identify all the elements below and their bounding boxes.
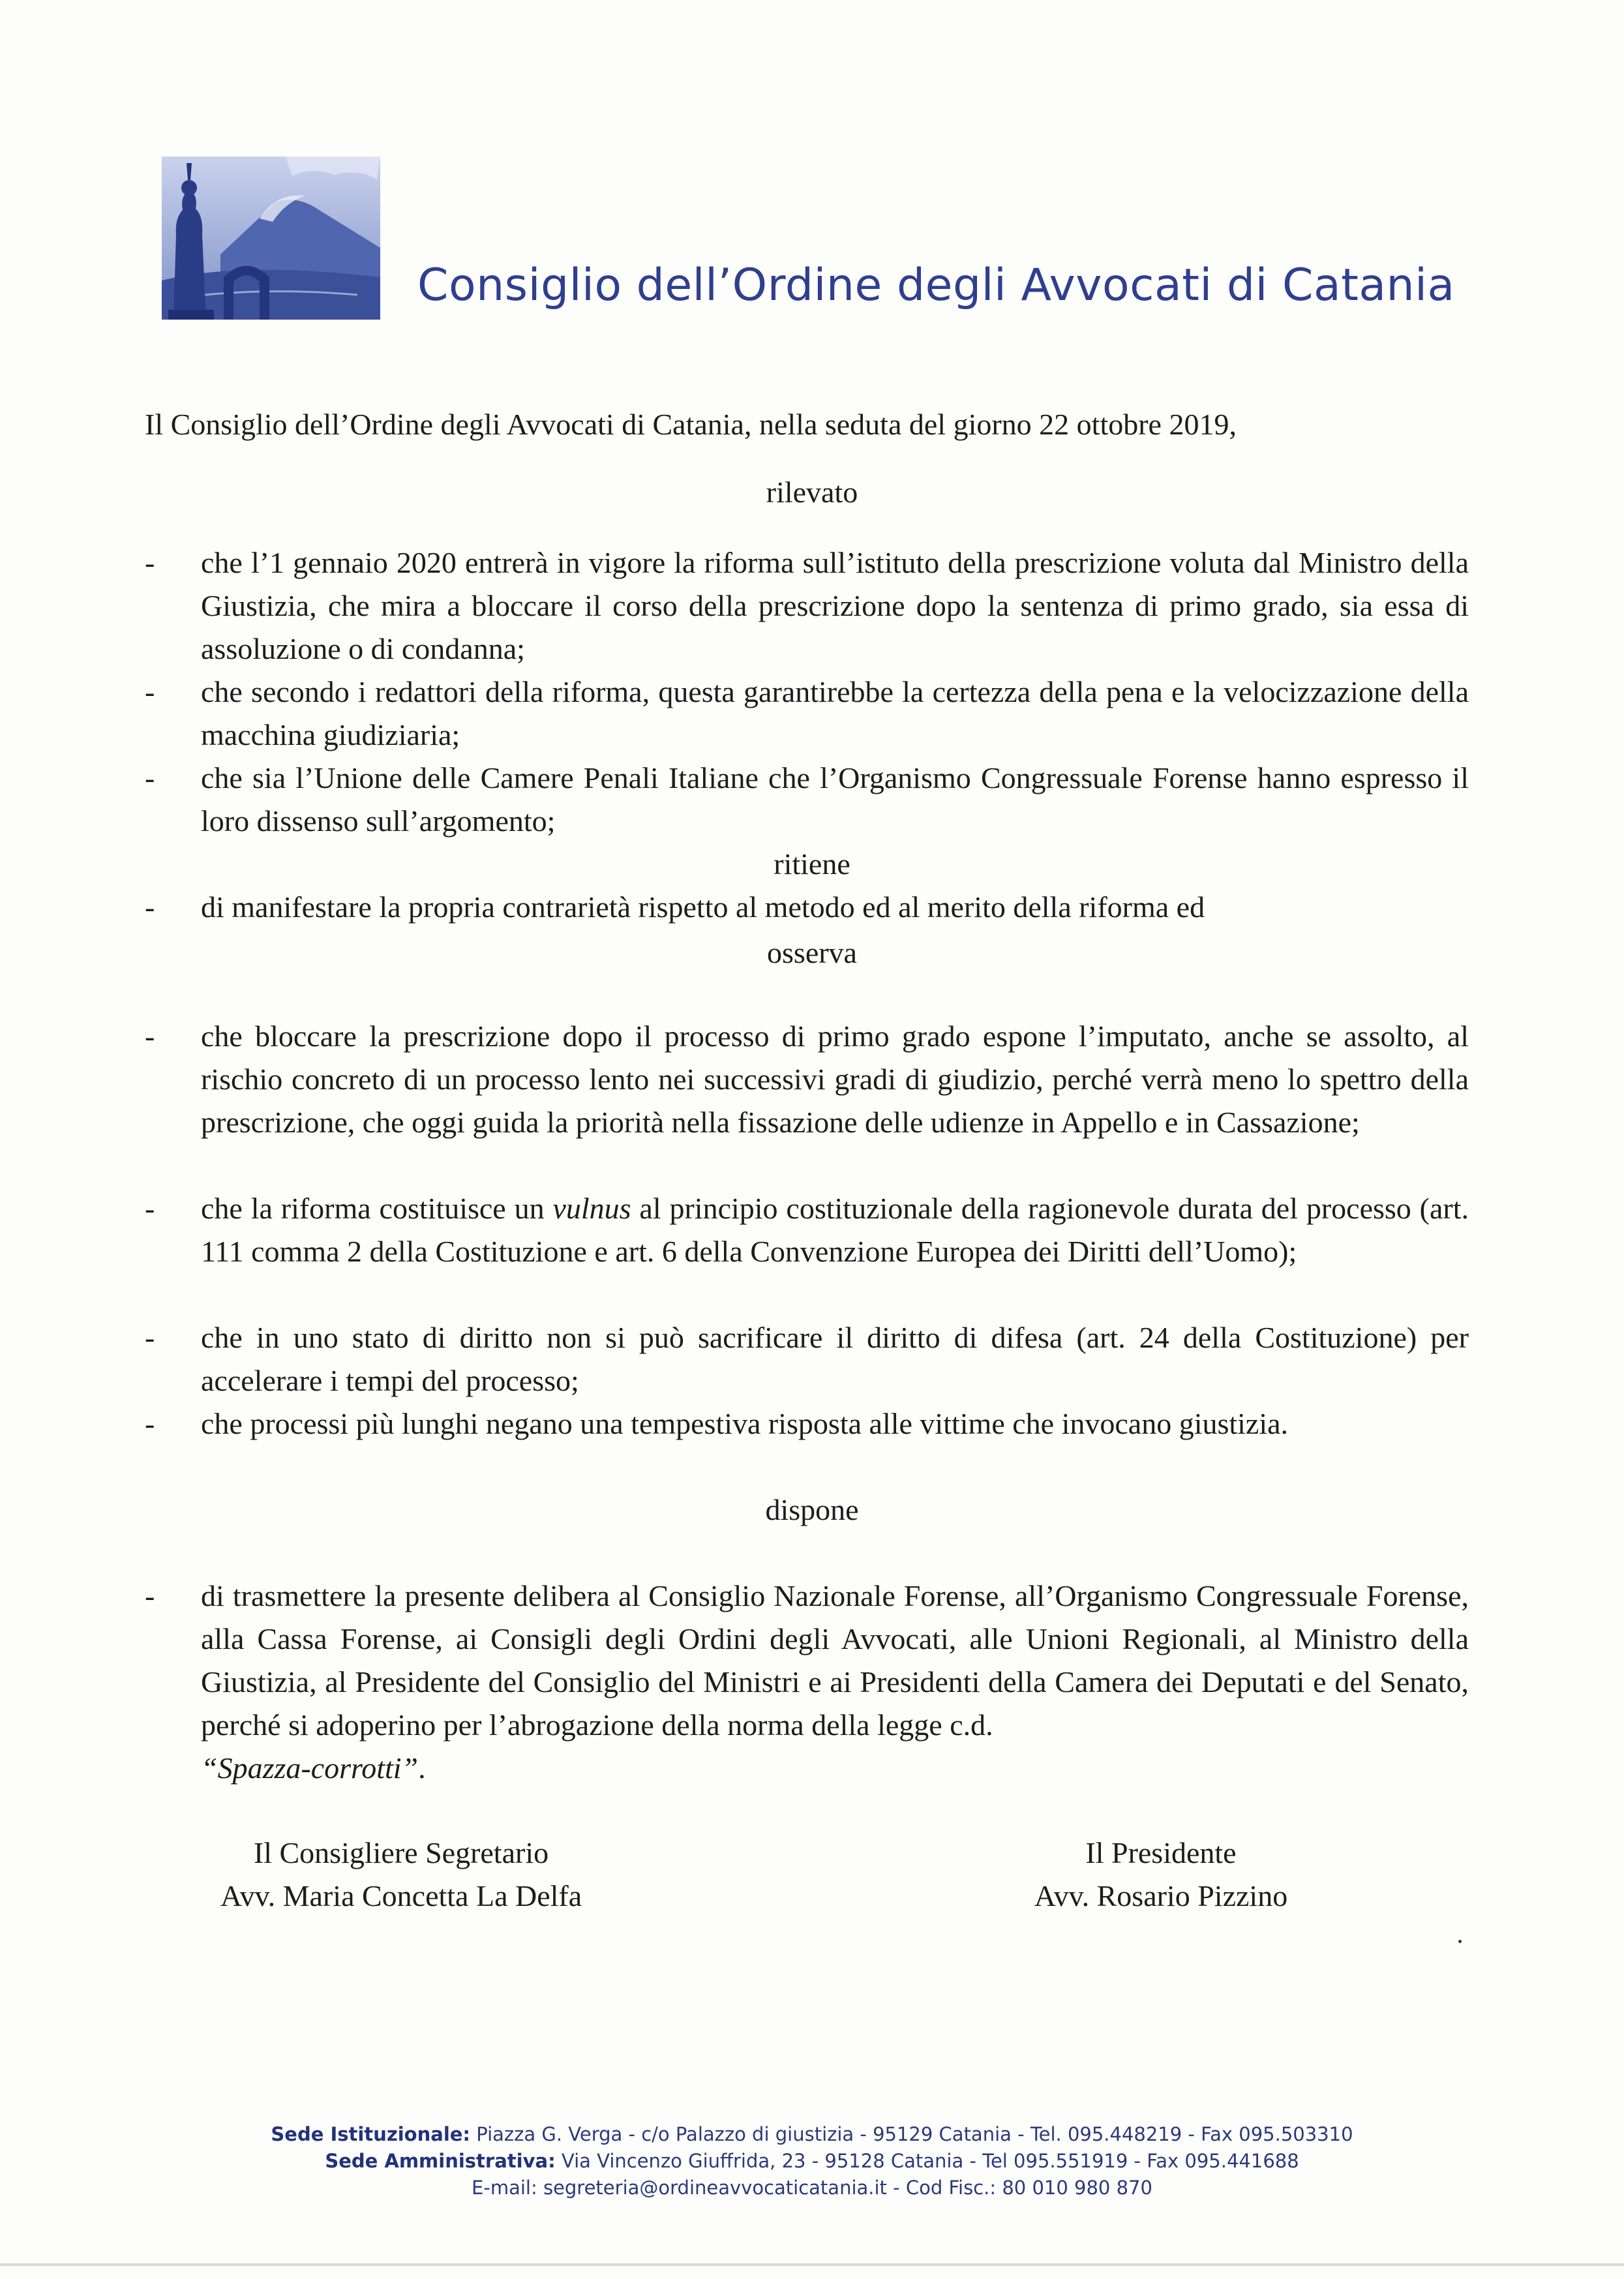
- list-item-text-end: .: [418, 1751, 426, 1785]
- list-item: [145, 886, 1469, 929]
- signature-president: [959, 1832, 1363, 1918]
- footer-label-administrative: Sede Amministrativa:: [325, 2150, 556, 2172]
- list-item-text: [201, 1187, 1469, 1273]
- list-item-text: che l’1 gennaio 2020 entrerà in vigore la riforma sull’istituto della prescrizione voluta dal Ministro della Giustizia, che mira a bloccare il corso della prescrizione dopo la sentenza di primo grado, sia essa di assoluzione o di condanna;: [201, 546, 1469, 665]
- list-item-text: che processi più lunghi negano una tempestiva risposta alle vittime che invocano giustizia.: [201, 1407, 1289, 1440]
- list-item-text: che secondo i redattori della riforma, questa garantirebbe la certezza della pena e la velocizzazione della macchina giudiziaria;: [201, 675, 1469, 751]
- list-item: [145, 671, 1469, 757]
- list-dash: -: [145, 546, 155, 579]
- footer-line-institutional: [0, 2121, 1624, 2148]
- stray-mark: [1458, 1940, 1462, 1943]
- list-item: [145, 1187, 1469, 1273]
- list-dash: -: [145, 675, 155, 708]
- list-item-text: che bloccare la prescrizione dopo il processo di primo grado espone l’imputato, anche se assolto, al rischio concreto di un processo lento nei successivi gradi di giudizio, perché verrà meno lo spettro della prescrizione, che oggi guida la priorità nella fissazione delle udienze in Appello e in Cassazione;: [201, 1019, 1469, 1139]
- list-item-text: che in uno stato di diritto non si può sacrificare il diritto di difesa (art. 24 della Costituzione) per accelerare i tempi del processo;: [201, 1321, 1469, 1397]
- footer-line-contact: E-mail: segreteria@ordineavvocaticatania.it - Cod Fisc.: 80 010 980 870: [472, 2177, 1152, 2199]
- footer-text-administrative: Via Vincenzo Giuffrida, 23 - 95128 Catania - Tel 095.551919 - Fax 095.441688: [555, 2150, 1299, 2172]
- heading-osserva: osserva: [767, 936, 857, 969]
- list-item-text: che sia l’Unione delle Camere Penali Italiane che l’Organismo Congressuale Forense hanno espresso il loro dissenso sull’argomento;: [201, 761, 1469, 838]
- page-bottom-edge: [0, 2263, 1624, 2266]
- list-item-text-before: che la riforma costituisce un: [201, 1192, 553, 1225]
- list-dash: -: [145, 1019, 155, 1053]
- list-item: [145, 541, 1469, 671]
- list-item: [145, 1575, 1469, 1790]
- footer-text-institutional: Piazza G. Verga - c/o Palazzo di giustizia - 95129 Catania - Tel. 095.448219 - Fax 095.503310: [470, 2123, 1353, 2145]
- heading-ritiene: ritiene: [774, 847, 850, 881]
- list-item-text-after: al principio costituzionale della ragionevole durata del processo (art. 111 comma 2 della Costituzione e art. 6 della Convenzione Europea dei Diritti dell’Uomo);: [201, 1192, 1469, 1268]
- secretary-role: Il Consigliere Segretario: [253, 1836, 549, 1869]
- list-item-text: di manifestare la propria contrarietà rispetto al metodo ed al merito della riforma ed: [201, 890, 1205, 924]
- list-dash: -: [145, 890, 155, 924]
- list-dash: -: [145, 1321, 155, 1354]
- lawyers-order-logo: [162, 157, 380, 320]
- secretary-name: Avv. Maria Concetta La Delfa: [220, 1879, 582, 1912]
- emphasis-spazza-corrotti: “Spazza-corrotti”: [201, 1751, 419, 1785]
- list-item: [145, 1402, 1469, 1445]
- list-dash: -: [145, 1579, 155, 1612]
- president-role: Il Presidente: [1085, 1836, 1237, 1869]
- signature-secretary: [199, 1832, 603, 1918]
- list-dash: -: [145, 1407, 155, 1440]
- heading-dispone: dispone: [765, 1493, 859, 1526]
- list-item-text: [201, 1575, 1469, 1790]
- intro-paragraph: Il Consiglio dell’Ordine degli Avvocati di Catania, nella seduta del giorno 22 ottobre 2019,: [145, 408, 1237, 441]
- footer: [0, 2121, 1624, 2201]
- footer-label-institutional: Sede Istituzionale:: [271, 2123, 471, 2145]
- list-item: [145, 757, 1469, 843]
- president-name: Avv. Rosario Pizzino: [1034, 1879, 1288, 1912]
- heading-rilevato: rilevato: [766, 475, 858, 509]
- emphasis-vulnus: vulnus: [552, 1192, 631, 1225]
- list-item-text-main: di trasmettere la presente delibera al Consiglio Nazionale Forense, all’Organismo Congressuale Forense, alla Cassa Forense, ai Consigli degli Ordini degli Avvocati, alle Unioni Regionali, al Ministro della Giustizia, al Presidente del Consiglio del Ministri e ai Presidenti della Camera dei Deputati e del Senato, perché si adoperino per l’abrogazione della norma della legge c.d.: [201, 1579, 1469, 1742]
- list-dash: -: [145, 761, 155, 794]
- list-item: [145, 1316, 1469, 1402]
- footer-line-administrative: [0, 2148, 1624, 2175]
- list-dash: -: [145, 1192, 155, 1225]
- org-title: Consiglio dell’Ordine degli Avvocati di Catania: [417, 260, 1455, 311]
- list-item: [145, 1015, 1469, 1144]
